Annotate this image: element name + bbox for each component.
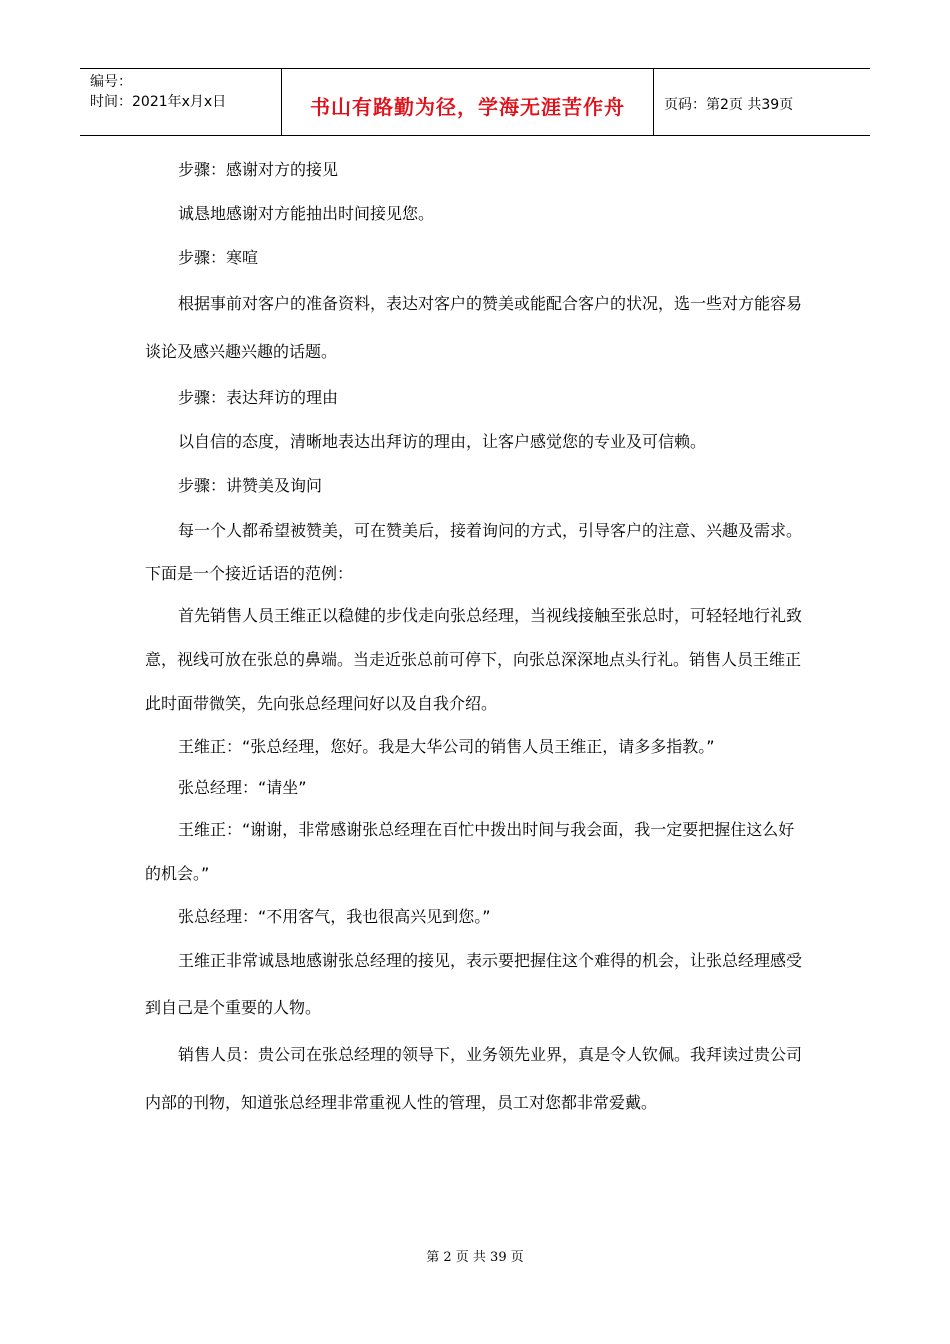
- step-heading: 步骤：寒喧: [178, 248, 259, 267]
- page-info: 页码：第2页 共39页: [664, 97, 794, 113]
- document-header: [80, 68, 870, 136]
- paragraph: 销售人员：贵公司在张总经理的领导下，业务领先业界，真是令人钦佩。我拜读过贵公司内部的刊物，知道张总经理非常重视人性的管理，员工对您都非常爱戴。: [145, 1045, 803, 1112]
- step-heading: 步骤：表达拜访的理由: [178, 388, 339, 407]
- time-label: 时间：2021年x月x日: [90, 94, 227, 110]
- header-meta-cell: [80, 69, 282, 135]
- dialogue-line: 张总经理：“不用客气，我也很高兴见到您。”: [178, 907, 491, 926]
- paragraph: 诚恳地感谢对方能抽出时间接见您。: [178, 204, 435, 223]
- paragraph: 以自信的态度，清晰地表达出拜访的理由，让客户感觉您的专业及可信赖。: [178, 432, 707, 451]
- page-footer: 第 2 页 共 39 页: [426, 1250, 524, 1265]
- document-body: [145, 148, 810, 1127]
- number-label: 编号：: [90, 74, 132, 90]
- paragraph: 首先销售人员王维正以稳健的步伐走向张总经理，当视线接触至张总时，可轻轻地行礼致意，视线可放在张总的鼻端。当走近张总前可停下，向张总深深地点头行礼。销售人员王维正此时面带微笑，先向张总经理问好以及自我介绍。: [145, 606, 803, 713]
- header-motto-cell: [282, 69, 654, 135]
- header-page-cell: [654, 69, 870, 135]
- dialogue-line: 张总经理：“请坐”: [178, 778, 307, 797]
- paragraph: 根据事前对客户的准备资料，表达对客户的赞美或能配合客户的状况，选一些对方能容易谈论及感兴趣兴趣的话题。: [145, 294, 803, 361]
- dialogue-line: 王维正：“张总经理，您好。我是大华公司的销售人员王维正，请多多指教。”: [178, 737, 715, 756]
- step-heading: 步骤：讲赞美及询问: [178, 476, 323, 495]
- dialogue-line: 王维正：“谢谢，非常感谢张总经理在百忙中拨出时间与我会面，我一定要把握住这么好的机会。”: [145, 820, 795, 883]
- paragraph: 王维正非常诚恳地感谢张总经理的接见，表示要把握住这个难得的机会，让张总经理感受到自己是个重要的人物。: [145, 951, 803, 1017]
- paragraph: 每一个人都希望被赞美，可在赞美后，接着询问的方式，引导客户的注意、兴趣及需求。: [178, 521, 803, 540]
- step-heading: 步骤：感谢对方的接见: [178, 160, 339, 179]
- motto-text: 书山有路勤为径，学海无涯苦作舟: [310, 94, 625, 119]
- paragraph: 下面是一个接近话语的范例：: [145, 564, 354, 583]
